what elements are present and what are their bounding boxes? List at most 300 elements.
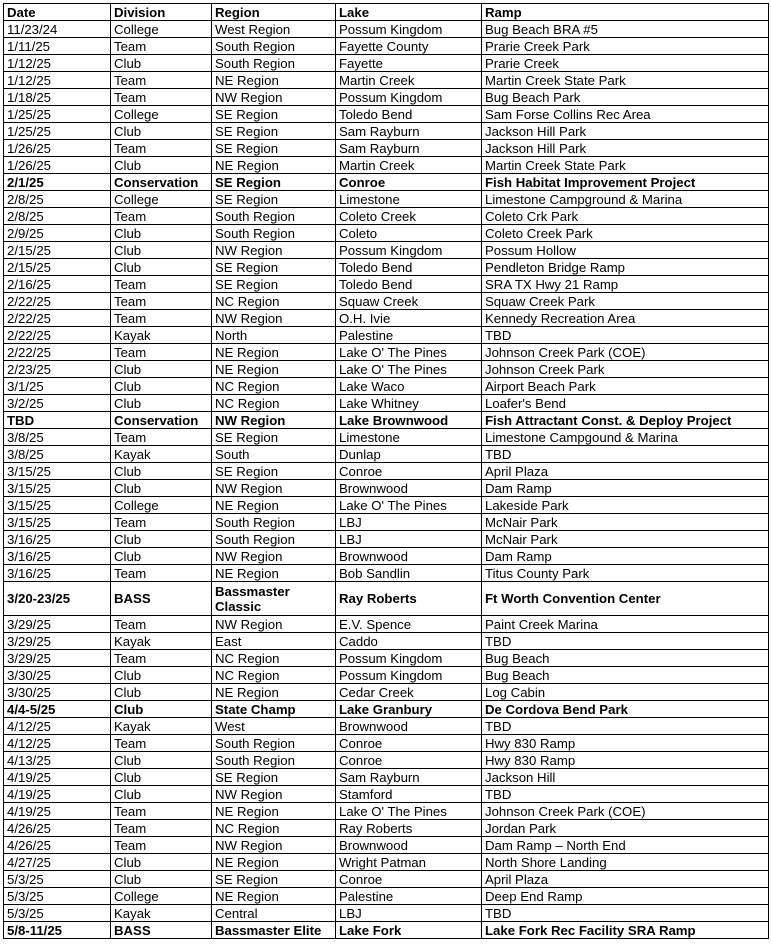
table-row bbox=[4, 718, 769, 735]
lake-cell: Martin Creek bbox=[336, 157, 482, 174]
division-cell: Club bbox=[111, 55, 212, 72]
date-cell: 2/22/25 bbox=[4, 310, 111, 327]
region-cell: SE Region bbox=[212, 276, 336, 293]
table-row bbox=[4, 803, 769, 820]
region-cell: NE Region bbox=[212, 565, 336, 582]
table-row bbox=[4, 582, 769, 616]
date-cell: 2/8/25 bbox=[4, 208, 111, 225]
date-cell: 1/26/25 bbox=[4, 157, 111, 174]
table-row bbox=[4, 548, 769, 565]
region-cell: NC Region bbox=[212, 820, 336, 837]
lake-cell: O.H. Ivie bbox=[336, 310, 482, 327]
region-cell: Bassmaster Elite bbox=[212, 922, 336, 939]
table-row bbox=[4, 157, 769, 174]
lake-cell: Lake Whitney bbox=[336, 395, 482, 412]
region-cell: State Champ bbox=[212, 701, 336, 718]
date-cell: 5/3/25 bbox=[4, 888, 111, 905]
lake-cell: Sam Rayburn bbox=[336, 140, 482, 157]
ramp-cell: Limestone Campground & Marina bbox=[482, 191, 769, 208]
lake-cell: Limestone bbox=[336, 429, 482, 446]
ramp-cell: Bug Beach BRA #5 bbox=[482, 21, 769, 38]
ramp-cell: Possum Hollow bbox=[482, 242, 769, 259]
region-cell: NE Region bbox=[212, 361, 336, 378]
date-cell: 1/25/25 bbox=[4, 106, 111, 123]
lake-cell: Lake O' The Pines bbox=[336, 803, 482, 820]
division-cell: Team bbox=[111, 293, 212, 310]
region-cell: NE Region bbox=[212, 684, 336, 701]
table-row bbox=[4, 310, 769, 327]
ramp-cell: Johnson Creek Park (COE) bbox=[482, 344, 769, 361]
lake-cell: Cedar Creek bbox=[336, 684, 482, 701]
date-cell: 11/23/24 bbox=[4, 21, 111, 38]
date-cell: 3/15/25 bbox=[4, 480, 111, 497]
date-cell: 1/12/25 bbox=[4, 72, 111, 89]
table-row bbox=[4, 378, 769, 395]
region-cell: West Region bbox=[212, 21, 336, 38]
table-row bbox=[4, 123, 769, 140]
date-cell: 3/30/25 bbox=[4, 667, 111, 684]
division-cell: Club bbox=[111, 854, 212, 871]
region-cell: South Region bbox=[212, 208, 336, 225]
ramp-cell: Jackson Hill Park bbox=[482, 140, 769, 157]
date-cell: 3/1/25 bbox=[4, 378, 111, 395]
lake-cell: Ray Roberts bbox=[336, 820, 482, 837]
date-cell: 3/2/25 bbox=[4, 395, 111, 412]
ramp-cell: TBD bbox=[482, 633, 769, 650]
table-row bbox=[4, 531, 769, 548]
region-cell: NW Region bbox=[212, 242, 336, 259]
region-cell: South Region bbox=[212, 735, 336, 752]
division-cell: Club bbox=[111, 463, 212, 480]
ramp-cell: Airport Beach Park bbox=[482, 378, 769, 395]
division-cell: Club bbox=[111, 871, 212, 888]
division-cell: Club bbox=[111, 684, 212, 701]
table-row bbox=[4, 395, 769, 412]
date-cell: 2/1/25 bbox=[4, 174, 111, 191]
ramp-cell: Sam Forse Collins Rec Area bbox=[482, 106, 769, 123]
ramp-cell: Squaw Creek Park bbox=[482, 293, 769, 310]
ramp-cell: TBD bbox=[482, 446, 769, 463]
region-cell: South Region bbox=[212, 514, 336, 531]
lake-cell: Lake O' The Pines bbox=[336, 497, 482, 514]
table-row bbox=[4, 769, 769, 786]
lake-cell: Lake Waco bbox=[336, 378, 482, 395]
date-cell: 2/23/25 bbox=[4, 361, 111, 378]
table-row bbox=[4, 905, 769, 922]
region-cell: SE Region bbox=[212, 140, 336, 157]
lake-cell: Stamford bbox=[336, 786, 482, 803]
ramp-cell: Coleto Crk Park bbox=[482, 208, 769, 225]
lake-cell: Bob Sandlin bbox=[336, 565, 482, 582]
ramp-cell: Titus County Park bbox=[482, 565, 769, 582]
lake-cell: Caddo bbox=[336, 633, 482, 650]
date-cell: 3/16/25 bbox=[4, 531, 111, 548]
lake-cell: Possum Kingdom bbox=[336, 89, 482, 106]
ramp-cell: Ft Worth Convention Center bbox=[482, 582, 769, 616]
ramp-cell: Johnson Creek Park bbox=[482, 361, 769, 378]
date-cell: 3/16/25 bbox=[4, 548, 111, 565]
lake-cell: Lake O' The Pines bbox=[336, 344, 482, 361]
table-row bbox=[4, 667, 769, 684]
ramp-cell: TBD bbox=[482, 327, 769, 344]
table-row bbox=[4, 514, 769, 531]
table-row bbox=[4, 72, 769, 89]
ramp-cell: Bug Beach Park bbox=[482, 89, 769, 106]
region-cell: Central bbox=[212, 905, 336, 922]
division-cell: Team bbox=[111, 650, 212, 667]
date-cell: 2/22/25 bbox=[4, 327, 111, 344]
division-cell: Club bbox=[111, 123, 212, 140]
ramp-cell: Hwy 830 Ramp bbox=[482, 752, 769, 769]
date-cell: 3/29/25 bbox=[4, 616, 111, 633]
table-row bbox=[4, 38, 769, 55]
region-cell: South Region bbox=[212, 531, 336, 548]
region-cell: NC Region bbox=[212, 293, 336, 310]
region-cell: NW Region bbox=[212, 412, 336, 429]
date-cell: 2/9/25 bbox=[4, 225, 111, 242]
date-cell: 3/8/25 bbox=[4, 429, 111, 446]
table-row bbox=[4, 208, 769, 225]
division-cell: Team bbox=[111, 38, 212, 55]
date-cell: 3/29/25 bbox=[4, 650, 111, 667]
region-cell: NC Region bbox=[212, 378, 336, 395]
ramp-cell: Fish Habitat Improvement Project bbox=[482, 174, 769, 191]
date-cell: 3/15/25 bbox=[4, 514, 111, 531]
division-cell: Team bbox=[111, 72, 212, 89]
lake-cell: Brownwood bbox=[336, 718, 482, 735]
date-cell: 4/26/25 bbox=[4, 820, 111, 837]
ramp-cell: De Cordova Bend Park bbox=[482, 701, 769, 718]
table-row bbox=[4, 820, 769, 837]
date-cell: 3/16/25 bbox=[4, 565, 111, 582]
division-cell: Team bbox=[111, 514, 212, 531]
table-row bbox=[4, 191, 769, 208]
region-cell: NE Region bbox=[212, 344, 336, 361]
division-cell: Club bbox=[111, 769, 212, 786]
lake-cell: Fayette bbox=[336, 55, 482, 72]
division-cell: Club bbox=[111, 548, 212, 565]
division-cell: Club bbox=[111, 701, 212, 718]
date-cell: 4/12/25 bbox=[4, 735, 111, 752]
lake-cell: Squaw Creek bbox=[336, 293, 482, 310]
ramp-cell: North Shore Landing bbox=[482, 854, 769, 871]
division-cell: Club bbox=[111, 259, 212, 276]
region-cell: North bbox=[212, 327, 336, 344]
date-cell: 2/22/25 bbox=[4, 344, 111, 361]
ramp-cell: Dam Ramp bbox=[482, 480, 769, 497]
division-cell: Kayak bbox=[111, 327, 212, 344]
ramp-cell: SRA TX Hwy 21 Ramp bbox=[482, 276, 769, 293]
division-cell: BASS bbox=[111, 922, 212, 939]
table-row bbox=[4, 55, 769, 72]
ramp-cell: April Plaza bbox=[482, 463, 769, 480]
ramp-cell: April Plaza bbox=[482, 871, 769, 888]
region-cell: SE Region bbox=[212, 871, 336, 888]
division-cell: College bbox=[111, 888, 212, 905]
table-row bbox=[4, 616, 769, 633]
date-cell: 2/22/25 bbox=[4, 293, 111, 310]
region-cell: SE Region bbox=[212, 463, 336, 480]
lake-cell: Lake O' The Pines bbox=[336, 361, 482, 378]
date-cell: 1/12/25 bbox=[4, 55, 111, 72]
date-cell: 3/30/25 bbox=[4, 684, 111, 701]
date-cell: 3/29/25 bbox=[4, 633, 111, 650]
division-cell: Team bbox=[111, 820, 212, 837]
table-row bbox=[4, 361, 769, 378]
ramp-cell: Deep End Ramp bbox=[482, 888, 769, 905]
lake-cell: Fayette County bbox=[336, 38, 482, 55]
lake-cell: E.V. Spence bbox=[336, 616, 482, 633]
ramp-cell: TBD bbox=[482, 905, 769, 922]
ramp-cell: McNair Park bbox=[482, 531, 769, 548]
lake-cell: Possum Kingdom bbox=[336, 650, 482, 667]
table-row bbox=[4, 871, 769, 888]
table-row bbox=[4, 684, 769, 701]
ramp-cell: Dam Ramp – North End bbox=[482, 837, 769, 854]
table-row bbox=[4, 752, 769, 769]
division-cell: Team bbox=[111, 837, 212, 854]
table-row bbox=[4, 293, 769, 310]
region-cell: NW Region bbox=[212, 616, 336, 633]
division-cell: BASS bbox=[111, 582, 212, 616]
lake-cell: Conroe bbox=[336, 735, 482, 752]
date-cell: 4/19/25 bbox=[4, 803, 111, 820]
lake-cell: Coleto bbox=[336, 225, 482, 242]
division-cell: Team bbox=[111, 803, 212, 820]
division-cell: Club bbox=[111, 361, 212, 378]
ramp-cell: Lakeside Park bbox=[482, 497, 769, 514]
table-row bbox=[4, 242, 769, 259]
table-row bbox=[4, 480, 769, 497]
region-cell: NW Region bbox=[212, 89, 336, 106]
region-cell: NW Region bbox=[212, 837, 336, 854]
region-cell: SE Region bbox=[212, 174, 336, 191]
ramp-cell: Dam Ramp bbox=[482, 548, 769, 565]
header-row bbox=[4, 4, 769, 21]
lake-cell: Ray Roberts bbox=[336, 582, 482, 616]
division-cell: Club bbox=[111, 531, 212, 548]
division-cell: College bbox=[111, 106, 212, 123]
ramp-cell: Bug Beach bbox=[482, 650, 769, 667]
table-row bbox=[4, 650, 769, 667]
division-cell: Club bbox=[111, 378, 212, 395]
lake-cell: Lake Fork bbox=[336, 922, 482, 939]
ramp-cell: McNair Park bbox=[482, 514, 769, 531]
table-row bbox=[4, 786, 769, 803]
lake-cell: Conroe bbox=[336, 752, 482, 769]
division-cell: Kayak bbox=[111, 446, 212, 463]
ramp-cell: Martin Creek State Park bbox=[482, 72, 769, 89]
ramp-cell: Pendleton Bridge Ramp bbox=[482, 259, 769, 276]
table-row bbox=[4, 837, 769, 854]
region-cell: East bbox=[212, 633, 336, 650]
region-cell: Bassmaster Classic bbox=[212, 582, 336, 616]
region-cell: NW Region bbox=[212, 480, 336, 497]
division-cell: College bbox=[111, 21, 212, 38]
lake-cell: Conroe bbox=[336, 463, 482, 480]
division-cell: Team bbox=[111, 344, 212, 361]
region-cell: NE Region bbox=[212, 888, 336, 905]
table-row bbox=[4, 140, 769, 157]
header-lake: Lake bbox=[336, 4, 482, 21]
date-cell: 3/8/25 bbox=[4, 446, 111, 463]
schedule-table bbox=[3, 3, 769, 939]
lake-cell: Sam Rayburn bbox=[336, 123, 482, 140]
division-cell: Team bbox=[111, 89, 212, 106]
division-cell: College bbox=[111, 497, 212, 514]
region-cell: NC Region bbox=[212, 667, 336, 684]
lake-cell: Possum Kingdom bbox=[336, 242, 482, 259]
date-cell: 1/26/25 bbox=[4, 140, 111, 157]
ramp-cell: Bug Beach bbox=[482, 667, 769, 684]
lake-cell: Lake Brownwood bbox=[336, 412, 482, 429]
division-cell: Kayak bbox=[111, 905, 212, 922]
ramp-cell: Coleto Creek Park bbox=[482, 225, 769, 242]
ramp-cell: Prarie Creek bbox=[482, 55, 769, 72]
lake-cell: LBJ bbox=[336, 514, 482, 531]
division-cell: Team bbox=[111, 276, 212, 293]
division-cell: College bbox=[111, 191, 212, 208]
division-cell: Club bbox=[111, 667, 212, 684]
region-cell: NE Region bbox=[212, 72, 336, 89]
region-cell: NW Region bbox=[212, 786, 336, 803]
header-division: Division bbox=[111, 4, 212, 21]
ramp-cell: TBD bbox=[482, 786, 769, 803]
lake-cell: Palestine bbox=[336, 888, 482, 905]
header-region: Region bbox=[212, 4, 336, 21]
ramp-cell: Johnson Creek Park (COE) bbox=[482, 803, 769, 820]
lake-cell: Conroe bbox=[336, 871, 482, 888]
date-cell: 2/8/25 bbox=[4, 191, 111, 208]
ramp-cell: Hwy 830 Ramp bbox=[482, 735, 769, 752]
table-row bbox=[4, 854, 769, 871]
lake-cell: Conroe bbox=[336, 174, 482, 191]
region-cell: NE Region bbox=[212, 157, 336, 174]
region-cell: SE Region bbox=[212, 429, 336, 446]
region-cell: NW Region bbox=[212, 548, 336, 565]
table-row bbox=[4, 633, 769, 650]
division-cell: Conservation bbox=[111, 174, 212, 191]
date-cell: 5/3/25 bbox=[4, 905, 111, 922]
lake-cell: Brownwood bbox=[336, 480, 482, 497]
region-cell: SE Region bbox=[212, 191, 336, 208]
date-cell: 4/26/25 bbox=[4, 837, 111, 854]
division-cell: Kayak bbox=[111, 633, 212, 650]
division-cell: Club bbox=[111, 752, 212, 769]
date-cell: 3/20-23/25 bbox=[4, 582, 111, 616]
date-cell: 1/11/25 bbox=[4, 38, 111, 55]
division-cell: Club bbox=[111, 225, 212, 242]
table-row bbox=[4, 225, 769, 242]
lake-cell: Martin Creek bbox=[336, 72, 482, 89]
region-cell: SE Region bbox=[212, 259, 336, 276]
date-cell: 4/13/25 bbox=[4, 752, 111, 769]
ramp-cell: Loafer's Bend bbox=[482, 395, 769, 412]
lake-cell: Lake Granbury bbox=[336, 701, 482, 718]
ramp-cell: Log Cabin bbox=[482, 684, 769, 701]
date-cell: 3/15/25 bbox=[4, 497, 111, 514]
table-row bbox=[4, 497, 769, 514]
date-cell: 1/18/25 bbox=[4, 89, 111, 106]
table-row bbox=[4, 446, 769, 463]
date-cell: 4/19/25 bbox=[4, 769, 111, 786]
lake-cell: Palestine bbox=[336, 327, 482, 344]
division-cell: Team bbox=[111, 310, 212, 327]
lake-cell: Toledo Bend bbox=[336, 106, 482, 123]
lake-cell: Wright Patman bbox=[336, 854, 482, 871]
division-cell: Club bbox=[111, 786, 212, 803]
date-cell: 2/15/25 bbox=[4, 242, 111, 259]
ramp-cell: Jackson Hill bbox=[482, 769, 769, 786]
lake-cell: Toledo Bend bbox=[336, 259, 482, 276]
division-cell: Team bbox=[111, 565, 212, 582]
lake-cell: Possum Kingdom bbox=[336, 21, 482, 38]
lake-cell: Brownwood bbox=[336, 548, 482, 565]
region-cell: South Region bbox=[212, 752, 336, 769]
region-cell: SE Region bbox=[212, 769, 336, 786]
date-cell: 1/25/25 bbox=[4, 123, 111, 140]
lake-cell: LBJ bbox=[336, 905, 482, 922]
division-cell: Club bbox=[111, 480, 212, 497]
table-row bbox=[4, 922, 769, 939]
division-cell: Team bbox=[111, 616, 212, 633]
date-cell: 4/27/25 bbox=[4, 854, 111, 871]
table-row bbox=[4, 327, 769, 344]
region-cell: South Region bbox=[212, 55, 336, 72]
division-cell: Club bbox=[111, 242, 212, 259]
table-row bbox=[4, 888, 769, 905]
lake-cell: Possum Kingdom bbox=[336, 667, 482, 684]
region-cell: NW Region bbox=[212, 310, 336, 327]
region-cell: NE Region bbox=[212, 854, 336, 871]
header-date: Date bbox=[4, 4, 111, 21]
ramp-cell: Martin Creek State Park bbox=[482, 157, 769, 174]
table-row bbox=[4, 106, 769, 123]
ramp-cell: Jordan Park bbox=[482, 820, 769, 837]
division-cell: Conservation bbox=[111, 412, 212, 429]
region-cell: West bbox=[212, 718, 336, 735]
region-cell: South Region bbox=[212, 38, 336, 55]
date-cell: 2/16/25 bbox=[4, 276, 111, 293]
division-cell: Kayak bbox=[111, 718, 212, 735]
lake-cell: Limestone bbox=[336, 191, 482, 208]
lake-cell: LBJ bbox=[336, 531, 482, 548]
lake-cell: Sam Rayburn bbox=[336, 769, 482, 786]
table-body bbox=[4, 21, 769, 939]
table-row bbox=[4, 412, 769, 429]
table-row bbox=[4, 701, 769, 718]
division-cell: Team bbox=[111, 140, 212, 157]
region-cell: South Region bbox=[212, 225, 336, 242]
ramp-cell: Jackson Hill Park bbox=[482, 123, 769, 140]
ramp-cell: Lake Fork Rec Facility SRA Ramp bbox=[482, 922, 769, 939]
table-row bbox=[4, 174, 769, 191]
division-cell: Club bbox=[111, 395, 212, 412]
table-row bbox=[4, 89, 769, 106]
table-row bbox=[4, 344, 769, 361]
header-ramp: Ramp bbox=[482, 4, 769, 21]
table-row bbox=[4, 276, 769, 293]
table-row bbox=[4, 259, 769, 276]
lake-cell: Dunlap bbox=[336, 446, 482, 463]
division-cell: Club bbox=[111, 157, 212, 174]
table-row bbox=[4, 735, 769, 752]
ramp-cell: Limestone Campgound & Marina bbox=[482, 429, 769, 446]
region-cell: SE Region bbox=[212, 123, 336, 140]
division-cell: Team bbox=[111, 429, 212, 446]
ramp-cell: TBD bbox=[482, 718, 769, 735]
table-row bbox=[4, 463, 769, 480]
